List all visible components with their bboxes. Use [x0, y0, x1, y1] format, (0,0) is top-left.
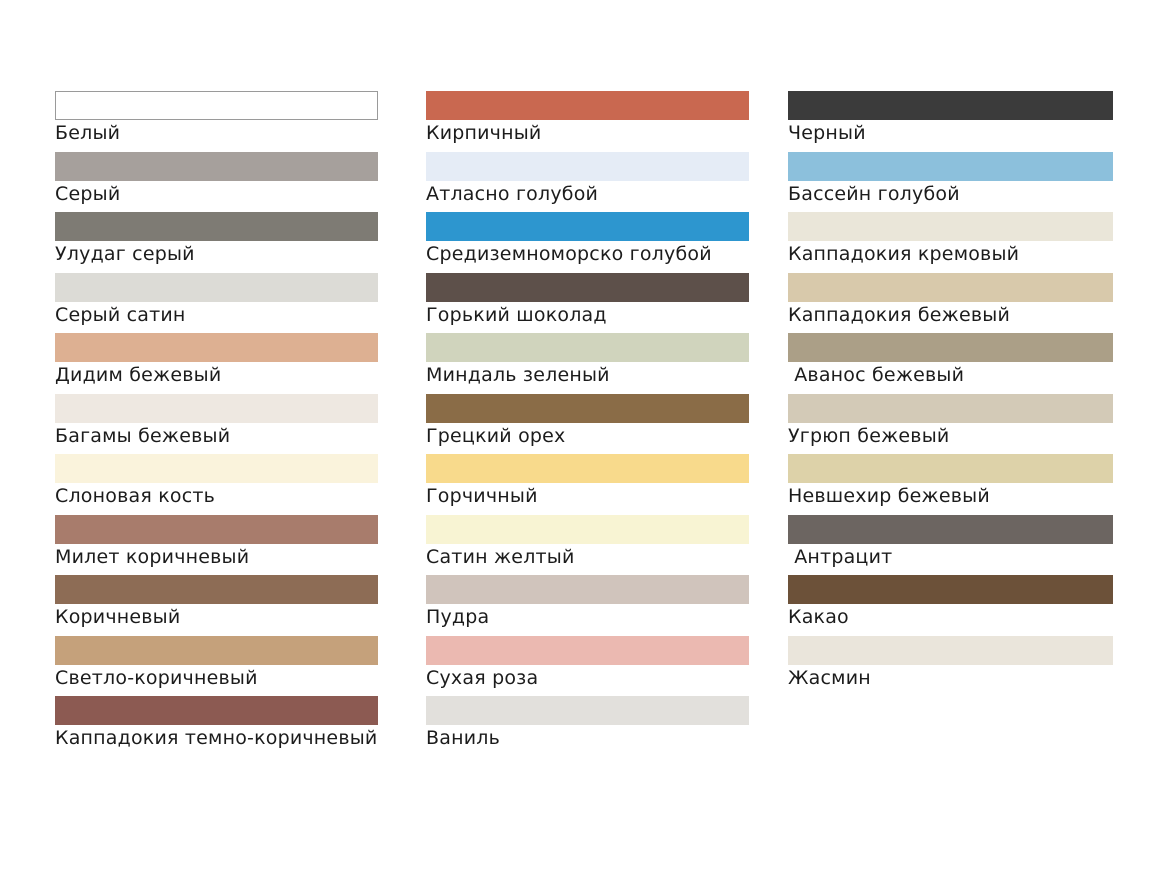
- color-name-label: Кирпичный: [426, 122, 542, 144]
- color-name-label: Миндаль зеленый: [426, 364, 610, 386]
- color-name-label: Черный: [788, 122, 866, 144]
- color-row: [426, 91, 749, 152]
- color-row: [55, 636, 378, 697]
- color-name-label: Дидим бежевый: [55, 364, 222, 386]
- color-name-label: Улудаг серый: [55, 243, 195, 265]
- color-row: [788, 636, 1113, 697]
- color-swatch: [788, 454, 1113, 483]
- color-swatch: [426, 636, 749, 665]
- color-row: [55, 333, 378, 394]
- color-swatch: [426, 515, 749, 544]
- color-row: [788, 454, 1113, 515]
- color-swatch: [55, 636, 378, 665]
- color-row: [788, 394, 1113, 455]
- color-swatch: [55, 575, 378, 604]
- color-name-label: Коричневый: [55, 606, 181, 628]
- color-swatch: [55, 273, 378, 302]
- color-row: [55, 152, 378, 213]
- color-row: [426, 212, 749, 273]
- color-name-label: Горький шоколад: [426, 303, 607, 326]
- color-swatch: [788, 333, 1113, 362]
- color-swatch: [788, 575, 1113, 604]
- color-swatch: [788, 152, 1113, 181]
- color-row: [788, 212, 1113, 273]
- color-row: [55, 212, 378, 273]
- color-name-label: Горчичный: [426, 485, 538, 507]
- color-name-label: Багамы бежевый: [55, 424, 231, 447]
- color-name-label: Бассейн голубой: [788, 182, 960, 205]
- color-swatch: [426, 273, 749, 302]
- color-name-label: Сухая роза: [426, 666, 539, 689]
- color-row: [426, 515, 749, 576]
- color-swatch: [55, 394, 378, 423]
- color-name-label: Белый: [55, 122, 121, 144]
- color-swatch: [55, 333, 378, 362]
- color-name-label: Жасмин: [788, 666, 871, 689]
- color-swatch: [426, 454, 749, 483]
- color-row: [55, 696, 378, 757]
- color-name-label: Антрацит: [788, 545, 893, 568]
- color-row: [55, 394, 378, 455]
- color-row: [55, 91, 378, 152]
- color-name-label: Атласно голубой: [426, 182, 599, 205]
- color-swatch: [55, 152, 378, 181]
- color-swatch: [788, 273, 1113, 302]
- color-swatch: [426, 333, 749, 362]
- color-swatch: [426, 212, 749, 241]
- color-swatch: [55, 212, 378, 241]
- color-name-label: Средиземноморско голубой: [426, 243, 712, 265]
- color-name-label: Аванос бежевый: [788, 364, 965, 386]
- color-row: [788, 91, 1113, 152]
- palette-column-middle: [426, 91, 749, 757]
- color-name-label: Грецкий орех: [426, 424, 566, 447]
- color-row: [55, 273, 378, 334]
- color-swatch: [788, 394, 1113, 423]
- color-name-label: Каппадокия темно-коричневый: [55, 727, 378, 749]
- color-swatch: [55, 91, 378, 120]
- color-row: [426, 636, 749, 697]
- color-row: [788, 515, 1113, 576]
- color-swatch: [788, 212, 1113, 241]
- color-name-label: Милет коричневый: [55, 545, 250, 568]
- color-row: [788, 152, 1113, 213]
- color-row: [788, 273, 1113, 334]
- color-name-label: Слоновая кость: [55, 485, 216, 507]
- palette-column-right: [788, 91, 1113, 696]
- color-name-label: Невшехир бежевый: [788, 485, 990, 507]
- palette-column-left: [55, 91, 378, 757]
- color-row: [426, 696, 749, 757]
- color-swatch: [788, 636, 1113, 665]
- color-row: [55, 515, 378, 576]
- color-row: [788, 575, 1113, 636]
- color-name-label: Каппадокия кремовый: [788, 243, 1020, 265]
- color-swatch: [55, 515, 378, 544]
- color-swatch: [426, 91, 749, 120]
- color-name-label: Светло-коричневый: [55, 666, 258, 689]
- color-name-label: Серый сатин: [55, 303, 186, 326]
- color-swatch: [55, 454, 378, 483]
- color-row: [55, 575, 378, 636]
- color-swatch: [426, 575, 749, 604]
- color-swatch: [426, 696, 749, 725]
- color-swatch: [426, 394, 749, 423]
- color-row: [426, 454, 749, 515]
- color-swatch: [55, 696, 378, 725]
- color-swatch: [426, 152, 749, 181]
- color-name-label: Сатин желтый: [426, 545, 575, 568]
- color-row: [426, 152, 749, 213]
- color-swatch: [788, 515, 1113, 544]
- color-name-label: Серый: [55, 182, 121, 205]
- color-swatch: [788, 91, 1113, 120]
- color-row: [426, 273, 749, 334]
- color-row: [426, 333, 749, 394]
- color-name-label: Ваниль: [426, 727, 500, 749]
- color-name-label: Угрюп бежевый: [788, 424, 950, 447]
- color-name-label: Какао: [788, 606, 849, 628]
- color-row: [788, 333, 1113, 394]
- color-name-label: Пудра: [426, 606, 490, 628]
- color-row: [55, 454, 378, 515]
- color-name-label: Каппадокия бежевый: [788, 303, 1011, 326]
- color-row: [426, 394, 749, 455]
- color-row: [426, 575, 749, 636]
